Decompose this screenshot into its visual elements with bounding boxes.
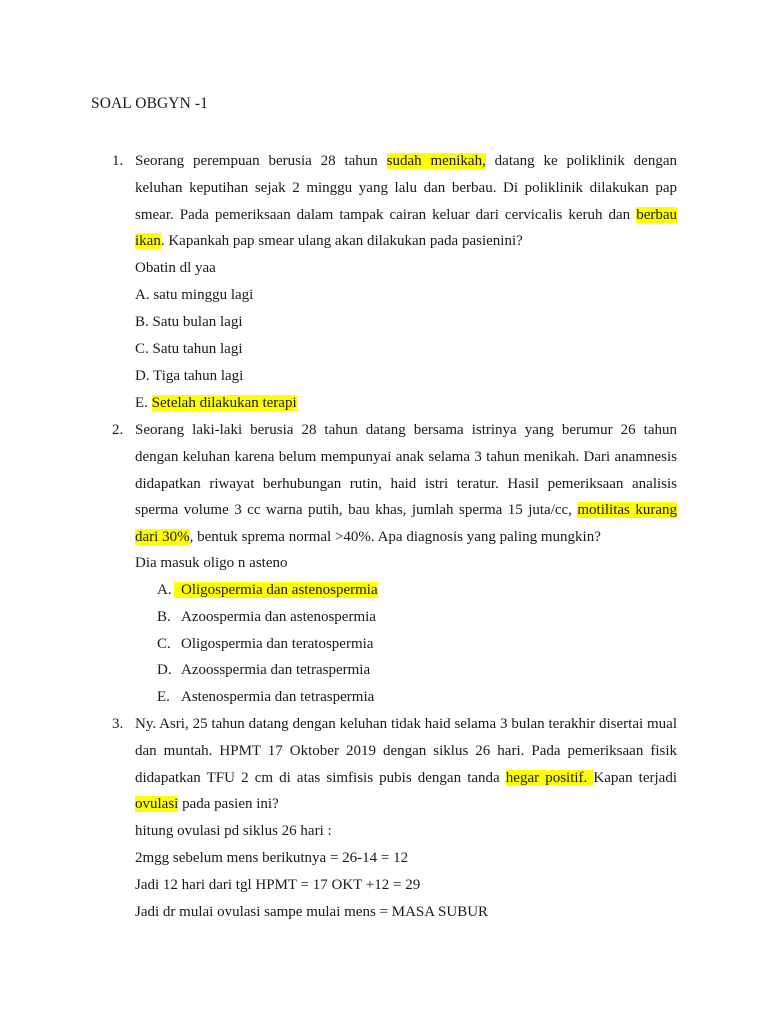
question-1-option-e-letter: E. [135,395,152,411]
question-2-highlight-motility-a: motilitas kurang [577,502,677,519]
question-2-option-a-answer: Oligospermia dan astenospermia [174,582,378,598]
question-2-text-part1: Seorang laki-laki berusia 28 tahun datang bersama istrinya yang berumur 26 tahun dengan keluhan karena belum mempunyai anak selama 3 tahun menikah. Dari anamnesis didapatkan riwayat berhubungan rutin, haid istri teratur. Hasil pemeriksaan analisis sperma volume 3 cc warna putih, bau khas, jumlah sperma 15 juta/cc, [135,422,677,519]
question-2-option-d-text: Azoosspermia dan tetraspermia [181,662,371,678]
question-3-note-2: 2mgg sebelum mens berikutnya = 26-14 = 12 [135,850,409,866]
question-1-highlight-smell-b: ikan [135,233,161,250]
question-1-text [135,148,677,255]
question-2-option-c-letter: C. [157,636,171,652]
question-3-highlight-ovulation: ovulasi [135,796,179,813]
question-1-text-part3: . Kapankah pap smear ulang akan dilakukan pada pasienini? [160,233,523,250]
question-3-note-1: hitung ovulasi pd siklus 26 hari : [135,823,332,839]
question-2-option-e-text: Astenospermia dan tetraspermia [181,689,375,705]
question-2-option-d-letter: D. [157,662,172,678]
question-2-option-b-letter: B. [157,609,171,625]
question-1-option-e [135,390,297,417]
question-2-highlight-motility-b: dari 30% [135,529,190,546]
document-title: SOAL OBGYN -1 [91,95,208,112]
question-1-option-d: D. Tiga tahun lagi [135,368,244,384]
question-3-note-4: Jadi dr mulai ovulasi sampe mulai mens = MASA SUBUR [135,904,489,920]
question-2-text [135,417,677,551]
question-1-text-part1: Seorang perempuan berusia 28 tahun [135,153,387,169]
question-3-text-part1: Ny. Asri, 25 tahun datang dengan keluhan tidak haid selama 3 bulan terakhir disertai mual dan muntah. HPMT 17 Oktober 2019 dengan siklus 26 hari. Pada pemeriksaan fisik didapatkan TFU 2 cm di atas simfisis pubis dengan tanda [135,716,677,786]
question-1-option-c: C. Satu tahun lagi [135,341,243,357]
question-2-option-e-letter: E. [157,689,170,705]
question-2-option-a-text [174,577,378,604]
question-1-note: Obatin dl yaa [135,260,216,276]
question-3-text-part3: pada pasien ini? [178,796,279,813]
question-3-text-part2: Kapan terjadi [593,769,677,786]
question-3-text [135,711,677,818]
question-2-note: Dia masuk oligo n asteno [135,555,288,571]
question-1-number: 1. [112,153,124,169]
question-2-option-a-letter: A. [157,582,172,598]
question-1-option-b: B. Satu bulan lagi [135,314,243,330]
question-2-number: 2. [112,422,124,438]
question-1-option-a: A. satu minggu lagi [135,287,254,303]
question-3-number: 3. [112,716,124,732]
question-1-text-part2: datang ke poliklinik dengan keluhan keputihan sejak 2 minggu yang lalu dan berbau. Di poliklinik dilakukan pap smear. Pada pemeriksaan dalam tampak cairan keluar dari cervicalis keruh dan [135,153,677,223]
question-1-option-e-answer: Setelah dilakukan terapi [151,395,297,411]
question-3-highlight-hegar: hegar positif. [505,769,594,786]
question-2-text-part2: , bentuk sprema normal >40%. Apa diagnosis yang paling mungkin? [189,529,601,546]
question-3-note-3: Jadi 12 hari dari tgl HPMT = 17 OKT +12 = 29 [135,877,421,893]
question-1-highlight-smell-a: berbau [636,206,677,223]
question-2-option-c-text: Oligospermia dan teratospermia [181,636,374,652]
question-2-option-b-text: Azoospermia dan astenospermia [181,609,376,625]
question-1-highlight-married: sudah menikah, [386,153,486,169]
